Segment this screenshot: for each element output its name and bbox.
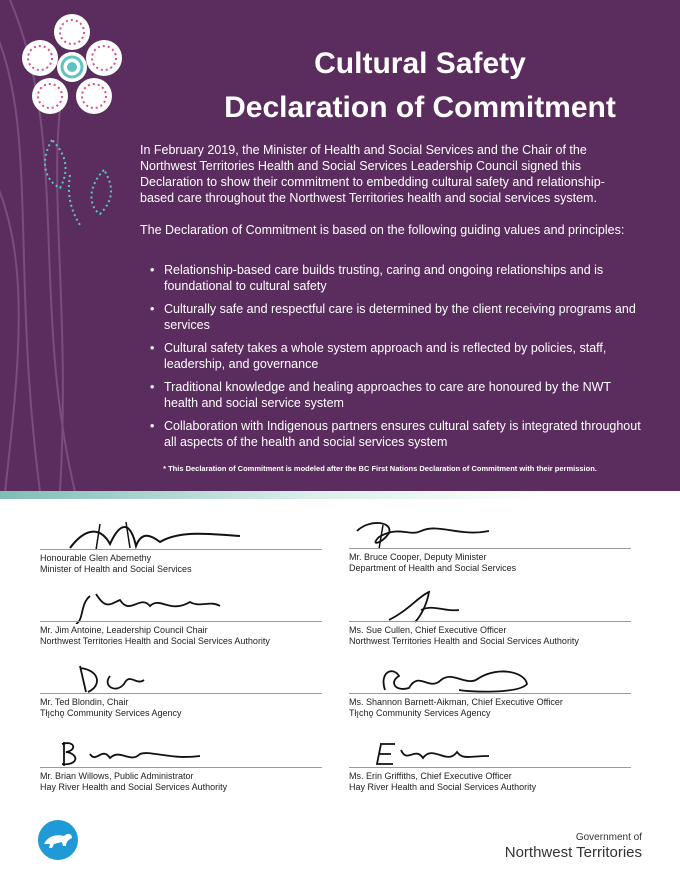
signatory-role: Minister of Health and Social Services	[40, 564, 192, 574]
signature-image	[40, 590, 280, 624]
signatory-role: Tłı̨chǫ Community Services Agency	[349, 708, 491, 718]
signatory-name: Mr. Ted Blondin, Chair	[40, 697, 129, 707]
values-list	[140, 262, 642, 457]
signatory-role: Hay River Health and Social Services Authority	[349, 782, 537, 792]
signature-block	[349, 662, 631, 722]
list-item: • Relationship-based care builds trusting, caring and ongoing relationships and is foundational to cultural safety	[164, 262, 642, 294]
signatory-name: Honourable Glen Abernethy	[40, 553, 152, 563]
list-item: • Traditional knowledge and healing approaches to care are honoured by the NWT health and social service system	[164, 379, 642, 411]
signature-image	[40, 662, 280, 696]
polar-bear-logo-icon	[38, 820, 78, 860]
signature-image	[349, 590, 589, 624]
signatory-name: Ms. Erin Griffiths, Chief Executive Officer	[349, 771, 512, 781]
signature-image	[349, 517, 589, 551]
signature-block	[40, 736, 322, 796]
signature-line	[349, 548, 631, 549]
signatory-name: Ms. Shannon Barnett-Aikman, Chief Executive Officer	[349, 697, 563, 707]
signatory-name: Mr. Bruce Cooper, Deputy Minister	[349, 552, 487, 562]
list-item: • Culturally safe and respectful care is determined by the client receiving programs and services	[164, 301, 642, 333]
list-item: • Collaboration with Indigenous partners ensures cultural safety is integrated throughout all aspects of the health and social services system	[164, 418, 642, 450]
signature-block	[349, 590, 631, 650]
gov-line1: Government of	[575, 832, 642, 843]
values-intro-paragraph: The Declaration of Commitment is based on the following guiding values and principles:	[140, 223, 625, 237]
signatory-name: Mr. Brian Willows, Public Administrator	[40, 771, 194, 781]
intro-paragraph: In February 2019, the Minister of Health and Social Services and the Chair of the Northwest Territories Health and Social Services Leadership Council signed this Declaration to show their commitment to embedding cultural safety and relationship-based care throughout the Northwest Territories health and social services system.	[140, 143, 605, 205]
gov-line2: Northwest Territories	[504, 844, 642, 861]
signature-line	[349, 621, 631, 622]
signature-line	[40, 693, 322, 694]
signature-line	[40, 767, 322, 768]
signature-line	[349, 693, 631, 694]
footnote: * This Declaration of Commitment is modeled after the BC First Nations Declaration of Commitment with their permission.	[163, 464, 597, 473]
divider-stripe	[0, 491, 680, 499]
signature-line	[40, 621, 322, 622]
page-subtitle: Declaration of Commitment	[224, 91, 616, 124]
signature-image	[40, 736, 280, 770]
signature-block	[40, 662, 322, 722]
page-title: Cultural Safety	[314, 47, 526, 80]
signatory-name: Ms. Sue Cullen, Chief Executive Officer	[349, 625, 507, 635]
signatory-role: Northwest Territories Health and Social Services Authority	[349, 636, 579, 646]
government-wordmark	[505, 832, 642, 862]
signature-line	[40, 549, 322, 550]
signature-block	[349, 517, 631, 577]
signatory-role: Northwest Territories Health and Social Services Authority	[40, 636, 270, 646]
signature-image	[349, 736, 589, 770]
signature-line	[349, 767, 631, 768]
signature-image	[349, 662, 589, 696]
signature-block	[40, 590, 322, 650]
signatory-role: Hay River Health and Social Services Authority	[40, 782, 228, 792]
flower-illustration	[0, 0, 160, 492]
list-item: • Cultural safety takes a whole system approach and is reflected by policies, staff, leadership, and governance	[164, 340, 642, 372]
signatory-name: Mr. Jim Antoine, Leadership Council Chair	[40, 625, 208, 635]
signature-block	[349, 736, 631, 796]
signature-image	[40, 518, 280, 552]
signature-block	[40, 518, 322, 578]
signatory-role: Department of Health and Social Services	[349, 563, 517, 573]
signatory-role: Tłı̨chǫ Community Services Agency	[40, 708, 182, 718]
